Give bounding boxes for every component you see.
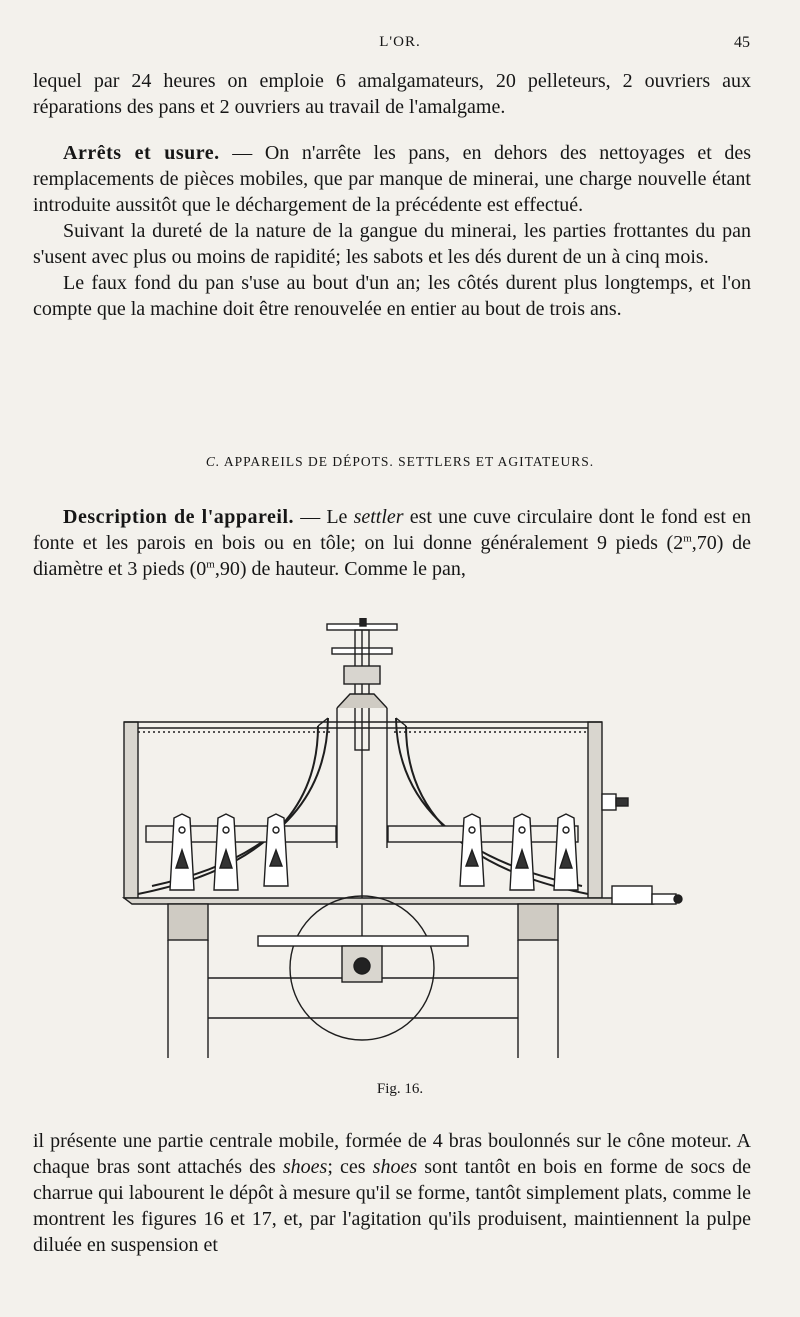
italic-term: shoes xyxy=(282,1156,328,1178)
figure-caption: Fig. 16. xyxy=(376,1081,424,1097)
paragraph-heading: Arrêts et usure. xyxy=(63,142,220,164)
left-support xyxy=(168,904,208,940)
text-fragment: ,70) de diamètre et 3 pieds (0 xyxy=(33,532,751,580)
paragraph-arrets xyxy=(33,140,751,218)
lower-text xyxy=(33,1128,751,1258)
text-fragment: il présente une partie centrale mobile, formée de 4 bras boulonnés sur le cône moteur. A chaque bras sont attachés des xyxy=(33,1130,751,1178)
right-arm xyxy=(388,826,578,842)
handwheel-knob xyxy=(360,618,366,626)
section-letter: C. xyxy=(205,454,221,469)
superscript: m xyxy=(206,558,215,571)
paragraph-heading: Description de l'appareil. xyxy=(63,506,295,528)
text-fragment: ,90) de hauteur. Comme le pan, xyxy=(214,558,466,580)
right-support xyxy=(518,904,558,940)
bevel-gear xyxy=(258,936,468,946)
section-heading xyxy=(0,454,800,470)
description-text xyxy=(33,504,751,582)
spindle-collar xyxy=(344,666,380,684)
outlet-pipe xyxy=(612,886,652,904)
italic-term: settler xyxy=(353,506,404,528)
section-title: APPAREILS DE DÉPOTS. SETTLERS ET AGITATEURS. xyxy=(223,454,595,469)
page-number: 45 xyxy=(734,34,750,51)
tank-left-wall xyxy=(124,722,138,898)
paragraph-1: lequel par 24 heures on emploie 6 amalgamateurs, 20 pelleteurs, 2 ouvriers aux réparations des pans et 2 ouvriers au travail de l'amalgame. xyxy=(33,70,751,118)
text-fragment: — Le xyxy=(294,506,354,528)
text-fragment: sont tantôt en bois en forme de socs de charrue qui labourent le dépôt à mesure qu'il se forme, tantôt simplement plats, comme le montrent les figures 16 et 17, et, par l'agitation qu'ils produisent, maintiennent la pulpe diluée en suspension et xyxy=(33,1156,751,1256)
paragraph-3: Suivant la dureté de la nature de la gangue du minerai, les parties frottantes du pan s'usent avec plus ou moins de rapidité; les sabots et les dés durent de un à cinq mois. xyxy=(33,220,751,268)
paragraph-4: Le faux fond du pan s'use au bout d'un an; les côtés durent plus longtemps, et l'on compte que la machine doit être renouvelée en entier au bout de trois ans. xyxy=(33,272,751,320)
text-fragment: ; ces xyxy=(327,1156,373,1178)
paragraph-continuation xyxy=(33,1128,751,1258)
tank-right-wall xyxy=(588,722,602,898)
text-fragment: est une cuve circulaire dont le fond est en fonte et les parois en bois ou en tôle; on lui donne généralement 9 pieds (2 xyxy=(33,506,752,554)
settler-engraving xyxy=(112,618,692,1078)
italic-term: shoes xyxy=(372,1156,418,1178)
right-shoes xyxy=(460,814,578,890)
paragraph-text: — On n'arrête les pans, en dehors des nettoyages et des remplacements de pièces mobiles, que par manque de minerai, une charge nouvelle étant introduite aussitôt que le déchargement de la précédente est effectué. xyxy=(33,142,751,216)
superscript: m xyxy=(683,532,692,545)
upper-text xyxy=(33,68,751,322)
running-title: L'OR. xyxy=(379,34,421,50)
running-head xyxy=(0,34,800,58)
left-shoes xyxy=(170,814,288,890)
paragraph-description xyxy=(33,504,751,582)
